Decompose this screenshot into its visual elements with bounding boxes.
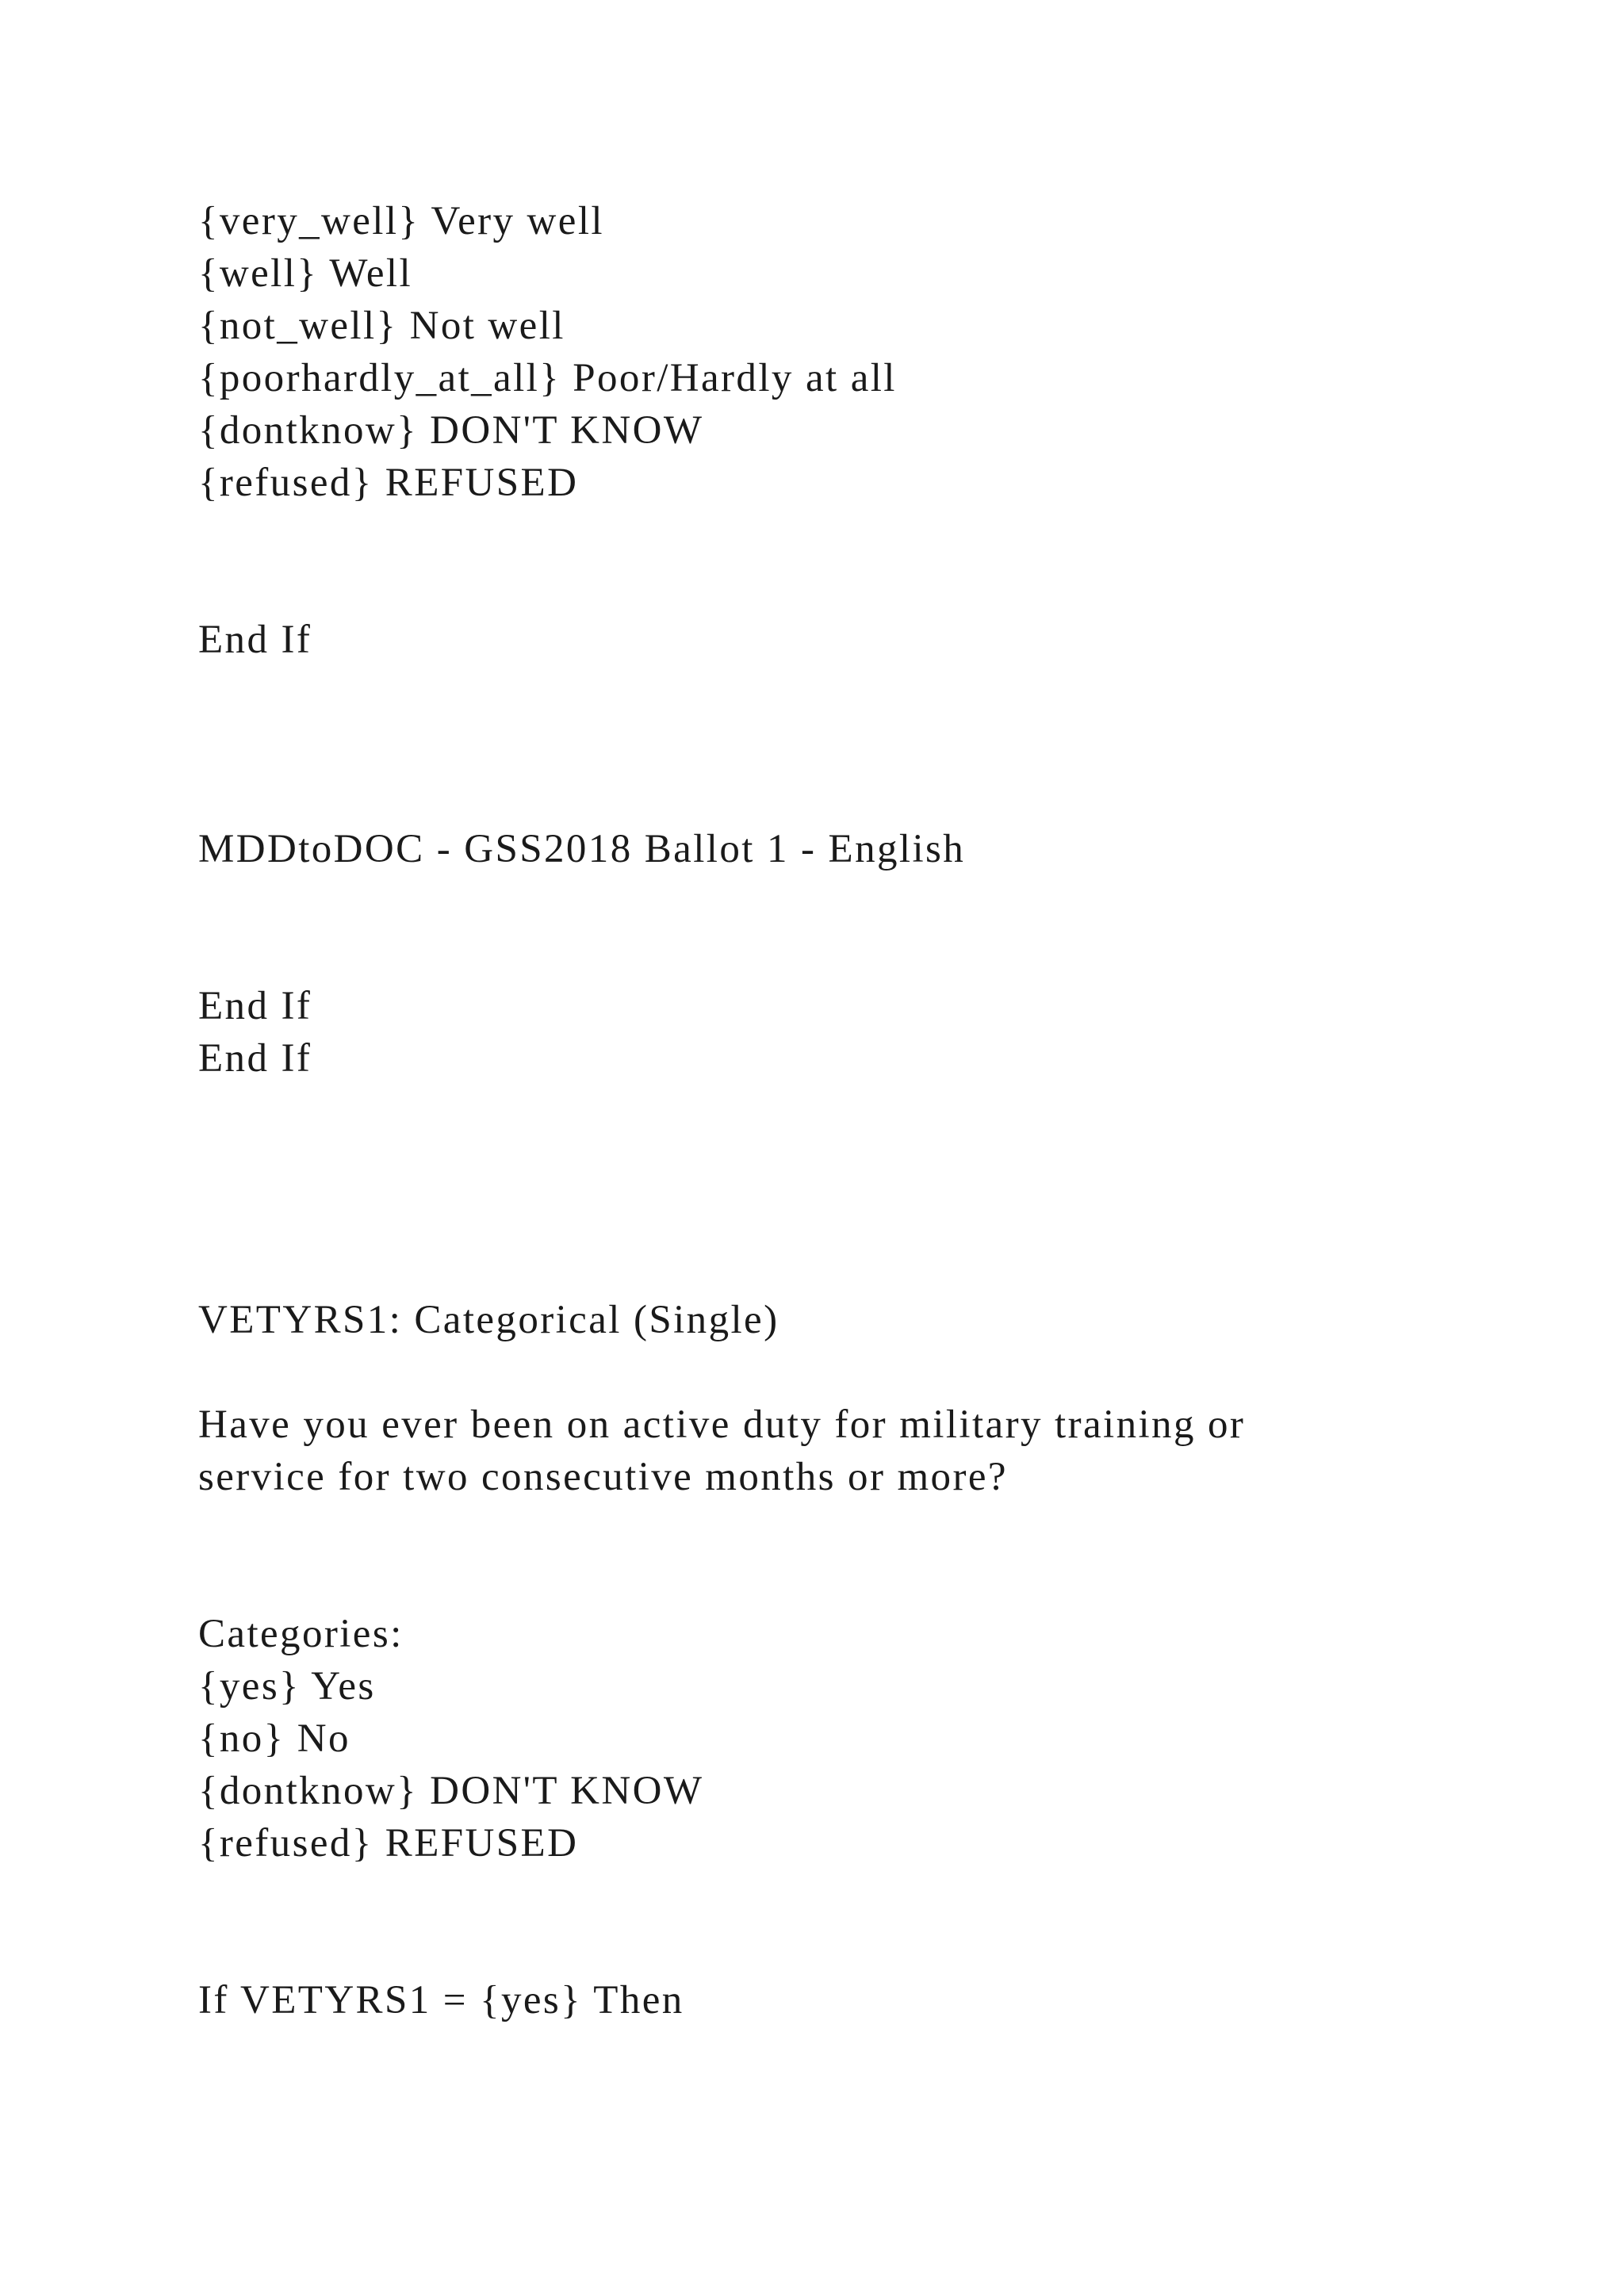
- end-if-statement: End If: [198, 1036, 312, 1081]
- category-refused: {refused} REFUSED: [198, 461, 579, 505]
- category-well: {well} Well: [198, 251, 413, 296]
- category-dont-know: {dontknow} DON'T KNOW: [198, 408, 704, 453]
- category-not-well: {not_well} Not well: [198, 304, 565, 348]
- question-text-line: service for two consecutive months or more?: [198, 1455, 1008, 1499]
- category-dont-know: {dontknow} DON'T KNOW: [198, 1769, 704, 1813]
- category-poor-hardly-at-all: {poorhardly_at_all} Poor/Hardly at all: [198, 356, 897, 400]
- question-id-type: VETYRS1: Categorical (Single): [198, 1298, 779, 1342]
- if-condition-statement: If VETYRS1 = {yes} Then: [198, 1978, 684, 2022]
- question-text-line: Have you ever been on active duty for military training or: [198, 1402, 1246, 1447]
- category-very-well: {very_well} Very well: [198, 199, 604, 243]
- category-refused: {refused} REFUSED: [198, 1821, 579, 1866]
- end-if-statement: End If: [198, 984, 312, 1028]
- end-if-statement: End If: [198, 618, 312, 662]
- category-yes: {yes} Yes: [198, 1664, 376, 1709]
- category-no: {no} No: [198, 1716, 350, 1761]
- running-header: MDDtoDOC - GSS2018 Ballot 1 - English: [198, 827, 966, 871]
- categories-label: Categories:: [198, 1612, 404, 1656]
